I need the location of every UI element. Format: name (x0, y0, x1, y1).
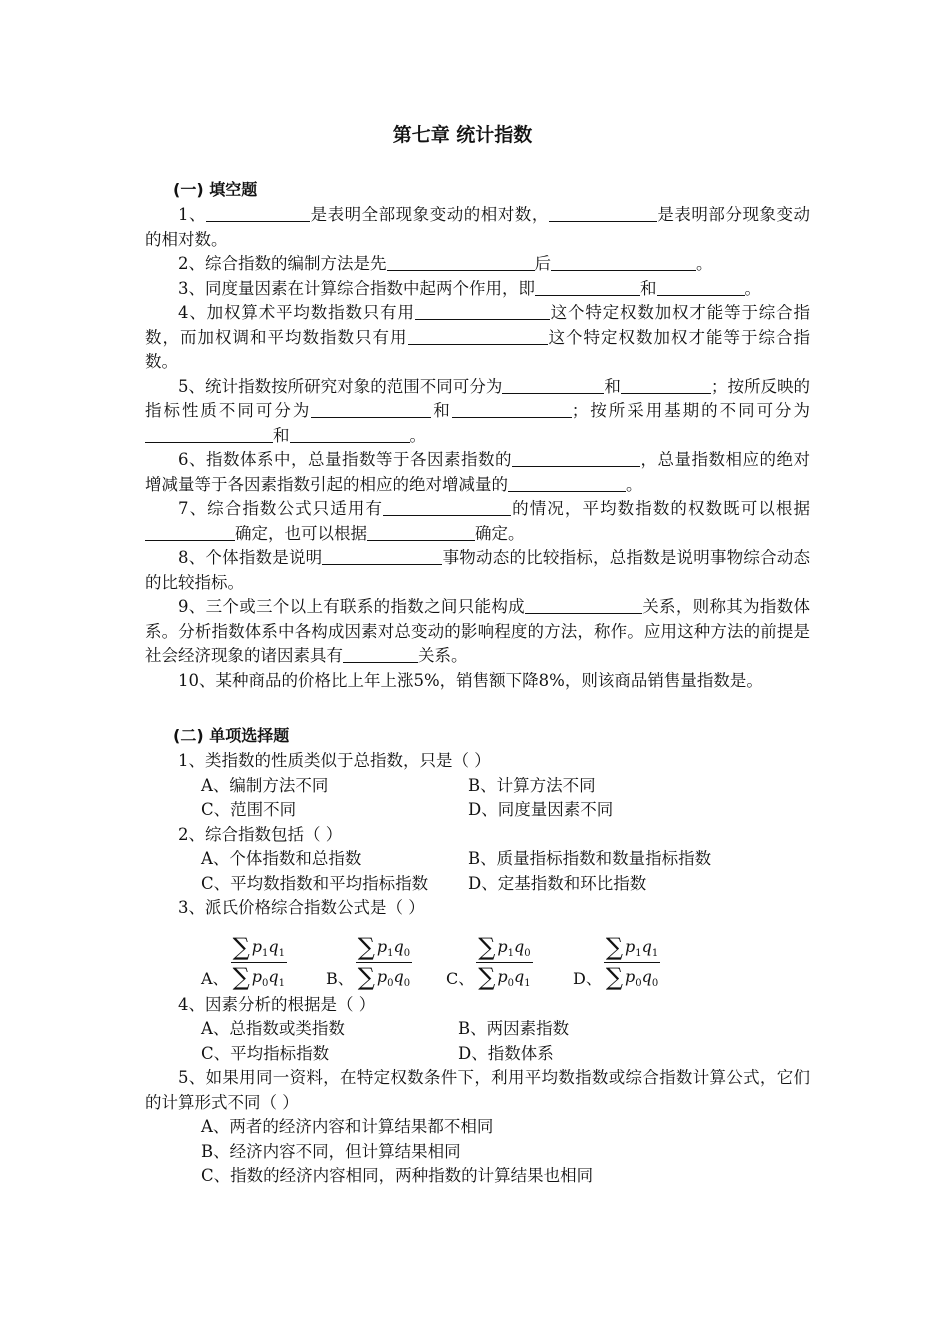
answer-blank[interactable] (621, 376, 711, 394)
formula-b: $\frac{\sum p_1q_0}{\sum p_0q_0}$ (357, 932, 411, 991)
fill-question-5: 5、统计指数按所研究对象的范围不同可分为 和 ；按所反映的指标性质不同可分为 和 ；按所采用基期的不同可分为和 。 (145, 376, 811, 445)
option-c[interactable]: C、平均数指数和平均指标指数 (201, 873, 429, 893)
option-a[interactable]: A、编制方法不同 (201, 775, 329, 795)
answer-blank[interactable] (367, 523, 475, 541)
answer-blank[interactable] (206, 204, 310, 222)
option-c[interactable]: C、平均指标指数 (201, 1043, 330, 1063)
answer-blank[interactable] (452, 400, 572, 418)
fill-question-7: 7、综合指数公式只适用有 的情况，平均数指数的权数既可以根据确定，也可以根据 确定。 (145, 497, 810, 546)
answer-blank[interactable] (549, 204, 657, 222)
answer-blank[interactable] (551, 253, 696, 271)
section-fill-in-heading: (一) 填空题 (173, 180, 258, 199)
answer-blank[interactable] (657, 278, 745, 296)
answer-blank[interactable] (415, 302, 550, 320)
option-c[interactable]: C、指数的经济内容相同，两种指数的计算结果也相同 (201, 1166, 594, 1185)
answer-blank[interactable] (322, 547, 442, 565)
fill-question-4: 4、加权算术平均数指数只有用 这个特定权数加权才能等于综合指数，而加权调和平均数指数只有用 这个特定权数加权才能等于综合指数。 (145, 303, 811, 371)
answer-blank[interactable] (383, 498, 511, 516)
choice-question-3: 3、派氏价格综合指数公式是（ ） (178, 898, 425, 917)
fill-question-2: 2、综合指数的编制方法是先 后 。 (178, 254, 713, 273)
choice-options-1 (201, 774, 810, 823)
option-b[interactable]: B、 $\frac{\sum p_1q_0}{\sum p_0q_0}$ (326, 932, 411, 991)
formula-a: $\frac{\sum p_1q_1}{\sum p_0q_1}$ (232, 932, 285, 991)
option-d[interactable]: D、定基指数和环比指数 (468, 873, 647, 893)
answer-blank[interactable] (343, 645, 418, 663)
option-d[interactable]: D、 $\frac{\sum p_1q_1}{\sum p_0q_0}$ (573, 932, 659, 991)
option-b[interactable]: B、两因素指数 (458, 1019, 570, 1038)
formula-c: $\frac{\sum p_1q_0}{\sum p_0q_1}$ (478, 932, 531, 991)
answer-blank[interactable] (408, 327, 548, 345)
choice-options-5 (201, 1115, 810, 1189)
option-a[interactable]: A、总指数或类指数 (201, 1019, 345, 1038)
document-page (145, 120, 810, 1189)
answer-blank[interactable] (387, 253, 535, 271)
formula-d: $\frac{\sum p_1q_1}{\sum p_0q_0}$ (605, 932, 659, 991)
fill-question-8: 8、个体指数是说明 事物动态的比较指标，总指数是说明事物综合动态的比较指标。 (145, 548, 811, 592)
answer-blank[interactable] (502, 376, 604, 394)
option-c[interactable]: C、 $\frac{\sum p_1q_0}{\sum p_0q_1}$ (446, 932, 531, 991)
choice-question-2: 2、综合指数包括（ ） (178, 824, 343, 844)
answer-blank[interactable] (145, 523, 235, 541)
option-a[interactable]: A、两者的经济内容和计算结果都不相同 (201, 1117, 494, 1136)
answer-blank[interactable] (145, 425, 273, 443)
fill-question-9: 9、三个或三个以上有联系的指数之间只能构成 关系，则称其为指数体系。分析指数体系中各构成因素对总变动的影响程度的方法，称作。应用这种方法的前提是社会经济现象的诸因素具有 关系。 (145, 597, 811, 665)
option-b[interactable]: B、经济内容不同，但计算结果相同 (201, 1141, 461, 1161)
option-c[interactable]: C、范围不同 (201, 800, 297, 819)
fill-question-10: 10、某种商品的价格比上年上涨5%，销售额下降8%，则该商品销售量指数是。 (178, 670, 763, 690)
fill-question-6: 6、指数体系中，总量指数等于各因素指数的 ，总量指数相应的绝对增减量等于各因素指数引起的相应的绝对增减量的 。 (145, 450, 810, 494)
answer-blank[interactable] (508, 474, 626, 492)
formula-options (201, 925, 810, 991)
choice-question-4: 4、因素分析的根据是（ ） (178, 994, 376, 1014)
chapter-title: 第七章 统计指数 (392, 124, 533, 146)
fill-question-1: 1、 是表明全部现象变动的相对数， 是表明部分现象变动的相对数。 (145, 205, 811, 249)
option-a[interactable]: A、个体指数和总指数 (201, 849, 362, 868)
option-d[interactable]: D、指数体系 (458, 1043, 554, 1063)
option-a[interactable]: A、 $\frac{\sum p_1q_1}{\sum p_0q_1}$ (201, 932, 285, 991)
choice-question-5: 5、如果用同一资料，在特定权数条件下，利用平均数指数或综合指数计算公式，它们的计算形式不同（ ） (145, 1068, 810, 1112)
choice-question-1: 1、类指数的性质类似于总指数，只是（ ） (178, 751, 491, 770)
option-b[interactable]: B、质量指标指数和数量指标指数 (468, 849, 712, 868)
answer-blank[interactable] (535, 278, 640, 296)
choice-options-2 (201, 847, 810, 896)
choice-options-4 (201, 1017, 810, 1066)
section-choice-heading: (二) 单项选择题 (173, 726, 290, 745)
fill-question-3: 3、同度量因素在计算综合指数中起两个作用，即 和 。 (178, 278, 761, 298)
answer-blank[interactable] (512, 449, 640, 467)
answer-blank[interactable] (311, 400, 431, 418)
answer-blank[interactable] (290, 425, 410, 443)
answer-blank[interactable] (525, 596, 642, 614)
option-b[interactable]: B、计算方法不同 (468, 775, 596, 795)
option-d[interactable]: D、同度量因素不同 (468, 800, 614, 819)
